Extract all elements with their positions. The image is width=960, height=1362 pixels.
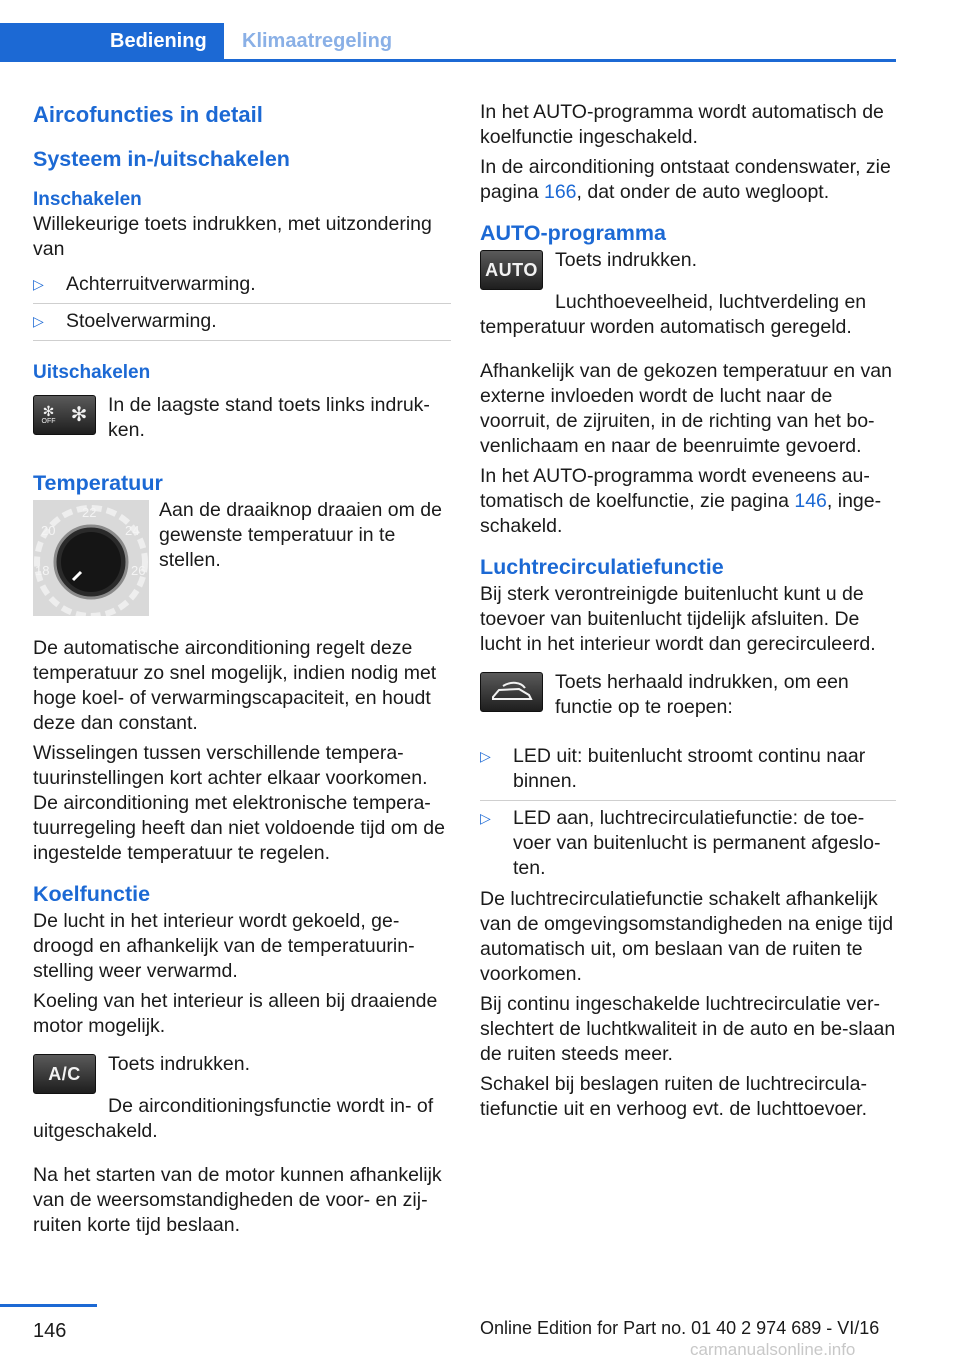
recirculation-button-image — [480, 672, 543, 712]
knob-label-26: 26 — [131, 563, 146, 578]
page-link-166[interactable]: 166 — [543, 181, 577, 203]
triangle-bullet-icon: ▷ — [33, 313, 44, 329]
cool-paragraph-3: Na het starten van de motor kunnen afhankelijk van de weersomstandigheden de voor- en zij-ruiten korte tijd beslaan. — [33, 1164, 442, 1236]
off-label: OFF — [41, 418, 56, 425]
page-title: Aircofuncties in detail — [33, 102, 263, 127]
on-text: Willekeurige toets indrukken, met uitzondering van — [33, 213, 432, 260]
temperature-paragraph-1: De automatische airconditioning regelt deze temperatuur zo snel mogelijk, indien nodig met hoge koel- of verwarmingscapaciteit, en houdt deze dan constant. — [33, 637, 437, 734]
right-column — [480, 100, 896, 1127]
subheading-inschakelen: Inschakelen — [33, 189, 142, 210]
recirc-paragraph-4: Schakel bij beslagen ruiten de luchtrecircula-tiefunctie uit en verhoog evt. de luchttoevoer. — [480, 1073, 868, 1120]
on-exceptions-list — [33, 267, 451, 341]
knob-label-24: 24 — [125, 523, 140, 538]
off-text: In de laagste stand toets links indruk-ken. — [108, 394, 430, 441]
list-item: ▷ Stoelverwarming. — [33, 304, 451, 341]
recirc-paragraph-2: De luchtrecirculatiefunctie schakelt afhankelijk van de omgevingsomstandigheden na enige tijd automatisch uit, om beslaan van de ruiten te voorkomen. — [480, 888, 894, 985]
footer-rule — [0, 1304, 97, 1307]
temperature-knob-image — [33, 500, 149, 616]
auto-line-2: Luchthoeveelheid, luchtverdeling en temperatuur worden automatisch geregeld. — [480, 291, 867, 338]
cool-paragraph-1: De lucht in het interieur wordt gekoeld, ge-droogd en afhankelijk van de temperatuurin-stelling weer verwarmd. — [33, 910, 415, 982]
triangle-bullet-icon: ▷ — [33, 276, 44, 292]
auto-paragraph-1: Afhankelijk van de gekozen temperatuur en van externe invloeden wordt de lucht naar de voorruit, de zijruiten, in de richting van het bo-venlichaam en naar de beenruimte gevoerd. — [480, 360, 892, 457]
recirc-paragraph-1: Bij sterk verontreinigde buitenlucht kunt u de toevoer van buitenlucht tijdelijk afsluiten. De lucht in het interieur wordt dan gerecirculeerd. — [480, 583, 876, 655]
fan-icon: ✻ — [70, 403, 88, 426]
auto-instruction — [480, 248, 896, 290]
right-paragraph-2: In de airconditioning ontstaat condenswater, zie pagina 166, dat onder de auto wegloopt. — [480, 156, 891, 203]
section-heading-temperatuur: Temperatuur — [33, 471, 163, 495]
page-number: 146 — [33, 1320, 67, 1342]
temperature-instruction — [33, 498, 451, 616]
knob-label-18: 18 — [35, 563, 50, 578]
triangle-bullet-icon: ▷ — [480, 748, 491, 764]
ac-instruction — [33, 1052, 451, 1094]
list-item: ▷ Achterruitverwarming. — [33, 267, 451, 304]
right-paragraph-1: In het AUTO-programma wordt automatisch de koelfunctie ingeschakeld. — [480, 101, 884, 148]
knob-label-22: 22 — [82, 505, 97, 520]
left-column — [33, 100, 451, 1243]
cool-paragraph-2: Koeling van het interieur is alleen bij draaiende motor mogelijk. — [33, 990, 438, 1037]
ac-line-1: Toets indrukken. — [108, 1053, 250, 1075]
car-recirculation-icon — [489, 680, 535, 704]
watermark: carmanualsonline.info — [690, 1340, 856, 1359]
fan-icon: ✻ — [42, 403, 55, 419]
recirc-paragraph-3: Bij continu ingeschakelde luchtrecirculatie ver-slechtert de luchtkwaliteit in de auto en be-slaan de ruiten steeds meer. — [480, 993, 896, 1065]
auto-paragraph-2: In het AUTO-programma wordt eveneens au-tomatisch de koelfunctie, zie pagina 146, inge-schakeld. — [480, 465, 882, 537]
knob-label-20: 20 — [41, 523, 56, 538]
section-heading-system: Systeem in-/uitschakelen — [33, 147, 290, 171]
auto-button-image: AUTO — [480, 250, 543, 290]
temperature-text: Aan de draaiknop draaien om de gewenste temperatuur in te stellen. — [159, 499, 442, 571]
recirc-modes-list — [480, 739, 896, 887]
ac-line-2: De airconditioningsfunctie wordt in- of uitgeschakeld. — [33, 1095, 434, 1142]
tab-klimaatregeling[interactable]: Klimaatregeling — [242, 30, 393, 52]
tab-bediening[interactable]: Bediening — [0, 23, 224, 60]
auto-line-1: Toets indrukken. — [555, 249, 697, 271]
chapter-tabs — [0, 0, 896, 62]
temperature-paragraph-2: Wisselingen tussen verschillende tempera-tuurinstellingen kort achter elkaar voorkomen. De airconditioning met elektronische tempera-tuurregeling heeft dan niet voldoende tijd om de ingestelde temperatuur te regelen. — [33, 742, 445, 864]
page-link-146[interactable]: 146 — [794, 490, 827, 512]
fan-off-button-image — [33, 395, 96, 435]
recirc-instruction — [480, 670, 896, 725]
subheading-uitschakelen: Uitschakelen — [33, 362, 151, 383]
section-heading-auto: AUTO-programma — [480, 221, 666, 245]
edition-text: Online Edition for Part no. 01 40 2 974 689 - VI/16 — [480, 1318, 880, 1338]
section-heading-recirculation: Luchtrecirculatiefunctie — [480, 555, 724, 579]
section-heading-koelfunctie: Koelfunctie — [33, 882, 151, 906]
list-item: ▷ LED aan, luchtrecirculatiefunctie: de toe-voer van buitenlucht is permanent afgeslo-ten. — [480, 807, 881, 879]
off-instruction — [33, 393, 451, 448]
triangle-bullet-icon: ▷ — [480, 810, 491, 826]
list-item: ▷ LED uit: buitenlucht stroomt continu naar binnen. — [480, 739, 896, 801]
ac-button-image: A/C — [33, 1054, 96, 1094]
recirc-button-text: Toets herhaald indrukken, om een functie op te roepen: — [555, 671, 849, 718]
